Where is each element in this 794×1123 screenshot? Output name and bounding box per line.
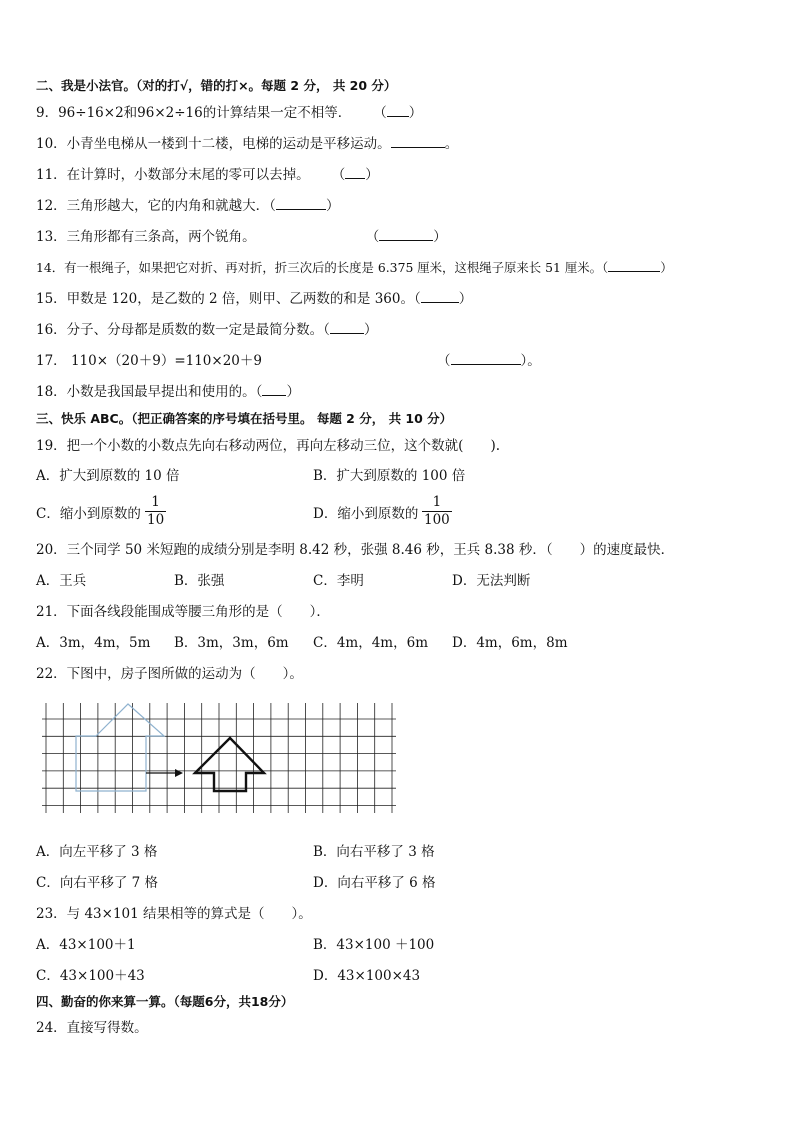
q22-option-c[interactable]: C．向右平移了 7 格 [36, 875, 159, 891]
answer-blank[interactable] [345, 166, 365, 179]
question-11: 11．在计算时，小数部分末尾的零可以去掉。 （ ） [36, 167, 379, 183]
question-23-stem: 23．与 43×101 结果相等的算式是（ ）。 [36, 906, 312, 922]
question-20-stem: 20．三个同学 50 米短跑的成绩分别是李明 8.42 秒，张强 8.46 秒，王兵 8.38 秒．（ ）的速度最快． [36, 542, 675, 558]
answer-blank[interactable] [387, 104, 409, 117]
section-2-title: 二、我是小法官。（对的打√，错的打×。每题 2 分， 共 20 分） [36, 78, 397, 93]
q22-option-d[interactable]: D．向右平移了 6 格 [313, 875, 436, 891]
ghost-house-shape [76, 704, 164, 791]
q20-option-b[interactable]: B．张强 [174, 573, 225, 589]
q19-option-b[interactable]: B．扩大到原数的 100 倍 [313, 468, 466, 484]
question-10: 10．小青坐电梯从一楼到十二楼，电梯的运动是平移运动。 。 [36, 136, 459, 152]
question-24-stem: 24．直接写得数。 [36, 1020, 148, 1036]
question-22-stem: 22．下图中，房子图所做的运动为（ ）。 [36, 666, 303, 682]
house-translation-grid [42, 703, 398, 815]
question-13: 13．三角形都有三条高，两个锐角。 （ ） [36, 229, 447, 245]
q19-option-d-fraction: $\frac{1}{100}$ [424, 494, 450, 528]
q23-option-c[interactable]: C．43×100＋43 [36, 968, 145, 984]
question-15: 15．甲数是 120，是乙数的 2 倍，则甲、乙两数的和是 360。（ ） [36, 291, 473, 307]
question-16: 16．分子、分母都是质数的数一定是最简分数。（ ） [36, 322, 378, 338]
answer-blank[interactable] [379, 228, 433, 241]
question-17-answer: （ ）。 [437, 353, 541, 369]
q23-option-d[interactable]: D．43×100×43 [313, 968, 421, 984]
q22-option-a[interactable]: A．向左平移了 3 格 [36, 844, 158, 860]
section-3-title: 三、快乐 ABC。（把正确答案的序号填在括号里。 每题 2 分， 共 10 分） [36, 411, 453, 426]
q19-option-c-fraction: $\frac{1}{10}$ [147, 494, 165, 528]
q19-option-c[interactable]: C．缩小到原数的 [36, 506, 141, 522]
question-12: 12．三角形越大，它的内角和就越大．（ ） [36, 198, 340, 214]
answer-blank[interactable] [421, 290, 459, 303]
answer-blank[interactable] [391, 135, 445, 148]
question-21-stem: 21．下面各线段能围成等腰三角形的是（ ）． [36, 604, 330, 620]
q23-option-a[interactable]: A．43×100＋1 [36, 937, 136, 953]
q21-option-b[interactable]: B．3m，3m，6m [174, 635, 289, 651]
answer-blank[interactable] [276, 197, 326, 210]
question-14: 14．有一根绳子，如果把它对折、再对折，折三次后的长度是 6.375 厘米，这根绳子原来长 51 厘米。（ ） [36, 260, 673, 275]
grid-lines [42, 703, 396, 813]
question-17: 17． 110×（20＋9）=110×20＋9 [36, 353, 262, 369]
answer-blank[interactable] [608, 259, 660, 272]
answer-blank[interactable] [262, 383, 286, 396]
q20-option-a[interactable]: A．王兵 [36, 573, 87, 589]
question-19-stem: 19．把一个小数的小数点先向右移动两位，再向左移动三位，这个数就( ). [36, 438, 501, 454]
q21-option-d[interactable]: D．4m，6m，8m [452, 635, 568, 651]
q21-option-a[interactable]: A．3m，4m，5m [36, 635, 151, 651]
answer-blank[interactable] [330, 321, 364, 334]
question-18: 18．小数是我国最早提出和使用的。（ ） [36, 384, 300, 400]
q19-option-a[interactable]: A．扩大到原数的 10 倍 [36, 468, 180, 484]
q20-option-c[interactable]: C．李明 [313, 573, 364, 589]
q23-option-b[interactable]: B．43×100 ＋100 [313, 937, 435, 953]
q22-option-b[interactable]: B．向右平移了 3 格 [313, 844, 435, 860]
answer-blank[interactable] [451, 352, 521, 365]
arrow-head-icon [175, 769, 183, 777]
q21-option-c[interactable]: C．4m，4m，6m [313, 635, 429, 651]
section-4-title: 四、勤奋的你来算一算。（每题6分，共18分） [36, 994, 294, 1009]
question-9: 9．96÷16×2和96×2÷16的计算结果一定不相等． （ ） [36, 105, 423, 121]
q20-option-d[interactable]: D．无法判断 [452, 573, 531, 589]
q19-option-d[interactable]: D．缩小到原数的 [313, 506, 419, 522]
